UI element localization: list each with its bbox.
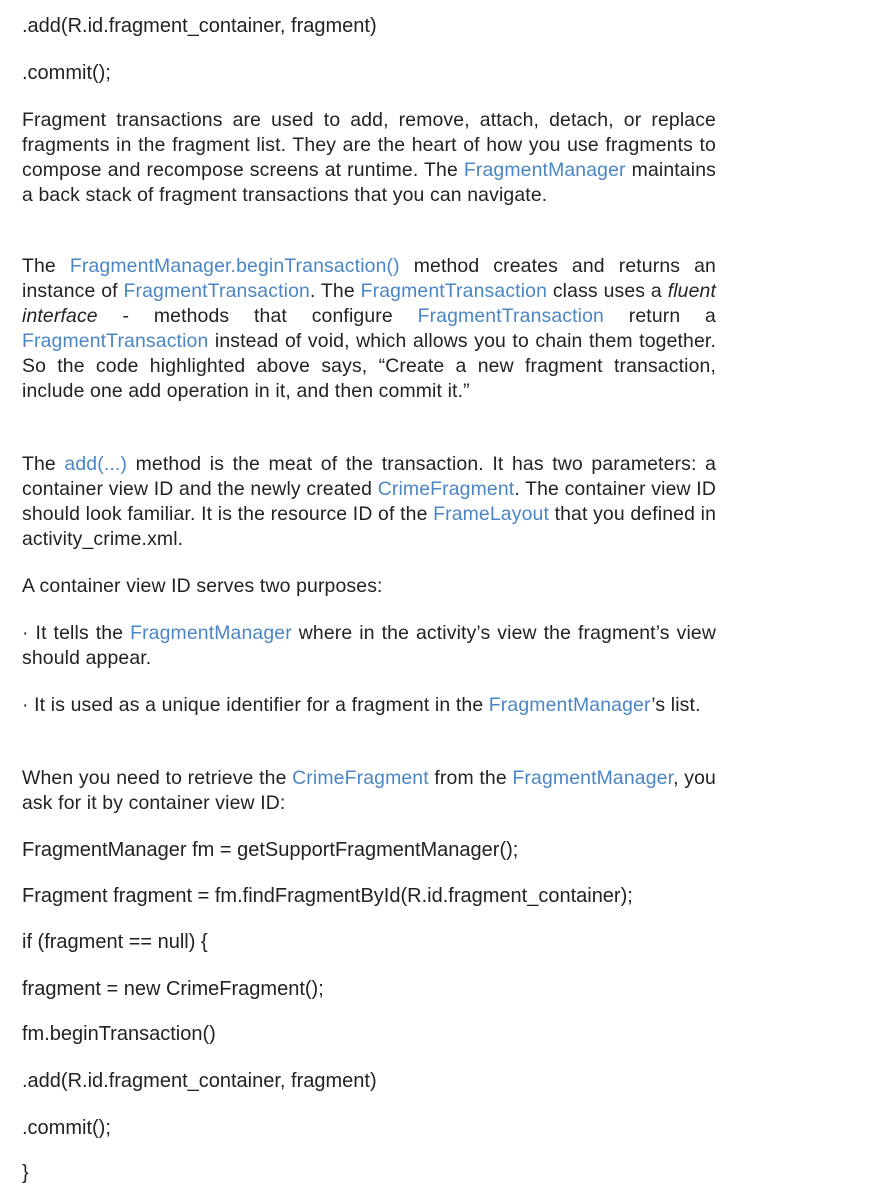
code-term: CrimeFragment: [377, 478, 515, 500]
code-line: }: [22, 1162, 29, 1184]
paragraph-text: · It tells the: [22, 622, 131, 644]
code-term: FragmentManager: [463, 159, 626, 181]
code-term: FragmentManager: [488, 694, 652, 716]
paragraph-begin-transaction: [22, 254, 716, 404]
paragraph-text: from the: [428, 767, 513, 789]
code-line: .add(R.id.fragment_container, fragment): [22, 15, 377, 37]
paragraph-text: · It is used as a unique identifier for a fragment in the: [22, 694, 489, 716]
bullet-item: [22, 621, 716, 671]
paragraph-text: Fragment transactions are used to add, remove, attach, detach, or replace fragments in the fragment list. They are the heart of how you use fragments to compose and recompose screens at runtime. The: [22, 109, 716, 181]
bullet-item: [22, 693, 716, 718]
code-term: FragmentManager: [512, 767, 674, 789]
paragraph-text: . The container view ID should look familiar. It is the resource ID of the: [22, 478, 716, 525]
paragraph-retrieve-fragment: [22, 766, 716, 816]
paragraph-text: that you defined in activity_crime.xml.: [22, 503, 717, 550]
code-term: FragmentManager: [130, 622, 292, 644]
code-term: add(...): [64, 453, 128, 475]
code-term: FragmentManager.beginTransaction(): [69, 255, 400, 277]
code-line: .commit();: [22, 1117, 111, 1139]
paragraph-text: - methods that configure: [97, 305, 418, 327]
code-term: FragmentTransaction: [360, 280, 548, 302]
code-line: Fragment fragment = fm.findFragmentById(R.id.fragment_container);: [22, 885, 633, 907]
code-term: FragmentTransaction: [417, 305, 604, 327]
paragraph-text: ’s list.: [651, 694, 701, 716]
paragraph-text: return a: [604, 305, 716, 327]
code-term: CrimeFragment: [292, 767, 429, 789]
paragraph-text: instead of void, which allows you to chain them together. So the code highlighted above says, “Create a new fragment transaction, include one add operation in it, and then commit it.”: [22, 330, 716, 402]
code-term: FragmentTransaction: [22, 330, 209, 352]
paragraph-text: . The: [309, 280, 361, 302]
paragraph-text: maintains a back stack of fragment transactions that you can navigate.: [22, 159, 716, 206]
code-term: FrameLayout: [433, 503, 549, 525]
code-line: fragment = new CrimeFragment();: [22, 978, 324, 1000]
paragraph-add-method: [22, 452, 716, 552]
paragraph-text: The: [22, 255, 70, 277]
emphasis-text: fluent interface: [22, 280, 717, 327]
paragraph-container-purposes: A container view ID serves two purposes:: [22, 575, 383, 597]
paragraph-text: , you ask for it by container view ID:: [22, 767, 716, 814]
paragraph-text: where in the activity’s view the fragment’s view should appear.: [22, 622, 716, 669]
paragraph-text: method creates and returns an instance of: [22, 255, 716, 302]
paragraph-text: method is the meat of the transaction. It has two parameters: a container view ID and the newly created: [22, 453, 717, 500]
paragraph-text: class uses a: [547, 280, 668, 302]
code-line: .commit();: [22, 62, 111, 84]
paragraph-text: When you need to retrieve the: [22, 767, 293, 789]
paragraph-text: The: [22, 453, 65, 475]
code-line: FragmentManager fm = getSupportFragmentManager();: [22, 839, 519, 861]
code-term: FragmentTransaction: [123, 280, 310, 302]
code-line: if (fragment == null) {: [22, 931, 208, 953]
code-line: .add(R.id.fragment_container, fragment): [22, 1070, 377, 1092]
code-line: fm.beginTransaction(): [22, 1023, 216, 1045]
paragraph-fragment-transactions: [22, 108, 716, 208]
